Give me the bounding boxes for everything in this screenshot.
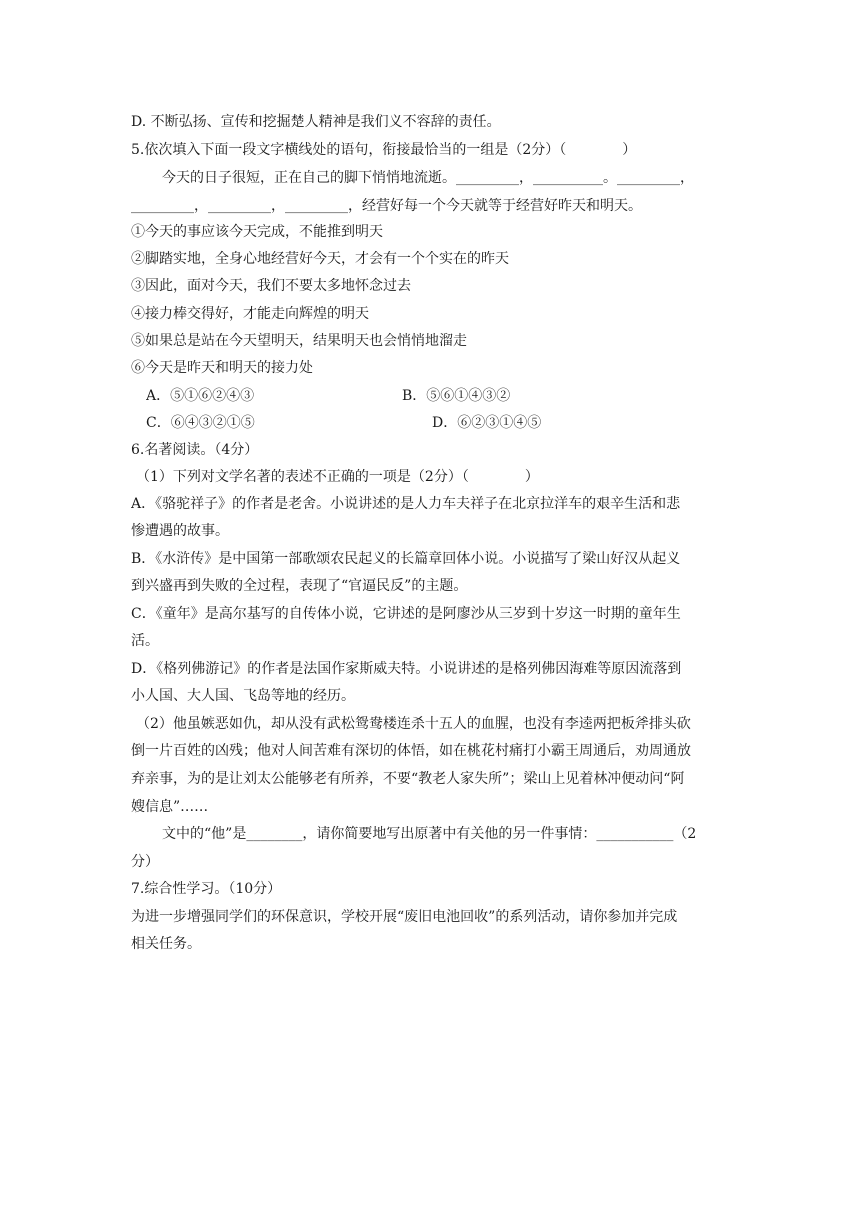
q6-sub1-close: ） — [524, 469, 539, 485]
q7-intro-line-2: 相关任务。 — [131, 936, 201, 952]
q6-option-a-line-2: 惨遭遇的故事。 — [131, 523, 229, 539]
q5-option-c: C．⑥④③②①⑤ — [146, 415, 255, 431]
q5-sentence-1: ①今天的事应该今天完成，不能推到明天 — [131, 224, 383, 240]
q6-option-a-line-1: A．《骆驼祥子》的作者是老舍。小说讲述的是人力车夫祥子在北京拉洋车的艰辛生活和悲 — [131, 496, 681, 512]
q6-sub2-line-4: 嫂信息”…… — [131, 799, 209, 815]
q6-option-b-line-1: B．《水浒传》是中国第一部歌颂农民起义的长篇章回体小说。小说描写了梁山好汉从起义 — [131, 551, 681, 567]
q5-sentence-5: ⑤如果总是站在今天望明天，结果明天也会悄悄地溜走 — [131, 333, 467, 349]
q5-stem — [131, 140, 731, 160]
q6-option-c-line-1: C．《童年》是高尔基写的自传体小说，它讲述的是阿廖沙从三岁到十岁这一时期的童年生 — [131, 606, 681, 622]
q6-sub2-line-3: 弃亲事，为的是让刘太公能够老有所养，不要“教老人家失所”；梁山上见着林冲便动问“阿 — [131, 771, 685, 787]
q5-sentence-6: ⑥今天是昨天和明天的接力处 — [131, 360, 313, 376]
q6-sub2-question-line-1: 文中的“他”是________，请你简要地写出原著中有关他的另一件事情：___________（2 — [162, 826, 697, 842]
q5-option-a: A．⑤①⑥②④③ — [146, 388, 255, 404]
q5-passage-line-2: _________，_________，_________，经营好每一个今天就等于经营好昨天和明天。 — [131, 198, 642, 214]
q6-option-b-line-2: 到兴盛再到失败的全过程，表现了“官逼民反”的主题。 — [131, 578, 468, 594]
q6-title: 6.名著阅读。（4分） — [131, 442, 259, 458]
q5-sentence-4: ④接力棒交得好，才能走向辉煌的明天 — [131, 306, 369, 322]
q7-title: 7.综合性学习。（10分） — [131, 881, 282, 897]
q5-stem-close: ） — [622, 142, 637, 158]
q6-sub1-stem-text: （1）下列对文学名著的表述不正确的一项是（2分）（ — [136, 469, 469, 485]
q6-sub2-line-1: （2）他虽嫉恶如仇，却从没有武松鸳鸯楼连杀十五人的血腥，也没有李逵两把板斧排头砍 — [136, 716, 691, 732]
q5-option-d: D．⑥②③①④⑤ — [432, 415, 542, 431]
q6-option-d-line-1: D．《格列佛游记》的作者是法国作家斯威夫特。小说讲述的是格列佛因海难等原因流落到 — [131, 661, 682, 677]
q4-option-d: D. 不断弘扬、宣传和挖掘楚人精神是我们义不容辞的责任。 — [131, 114, 501, 130]
q6-sub1-stem — [136, 467, 736, 487]
q6-option-c-line-2: 活。 — [131, 633, 159, 649]
q5-stem-text: 5.依次填入下面一段文字横线处的语句，衔接最恰当的一组是（2分）（ — [131, 142, 567, 158]
q7-intro-line-1: 为进一步增强同学们的环保意识，学校开展“废旧电池回收”的系列活动，请你参加并完成 — [131, 909, 678, 925]
q6-sub2-question-line-2: 分） — [131, 854, 159, 870]
q5-passage-line-1: 今天的日子很短，正在自己的脚下悄悄地流逝。_________，__________。_________， — [162, 170, 694, 186]
q5-sentence-3: ③因此，面对今天，我们不要太多地怀念过去 — [131, 278, 411, 294]
q5-option-b: B．⑤⑥①④③② — [402, 388, 511, 404]
q5-sentence-2: ②脚踏实地，全身心地经营好今天，才会有一个个实在的昨天 — [131, 251, 509, 267]
q6-sub2-line-2: 倒一片百姓的凶残；他对人间苦难有深切的体悟，如在桃花村痛打小霸王周通后，劝周通放 — [131, 743, 691, 759]
q6-option-d-line-2: 小人国、大人国、飞岛等地的经历。 — [131, 688, 355, 704]
